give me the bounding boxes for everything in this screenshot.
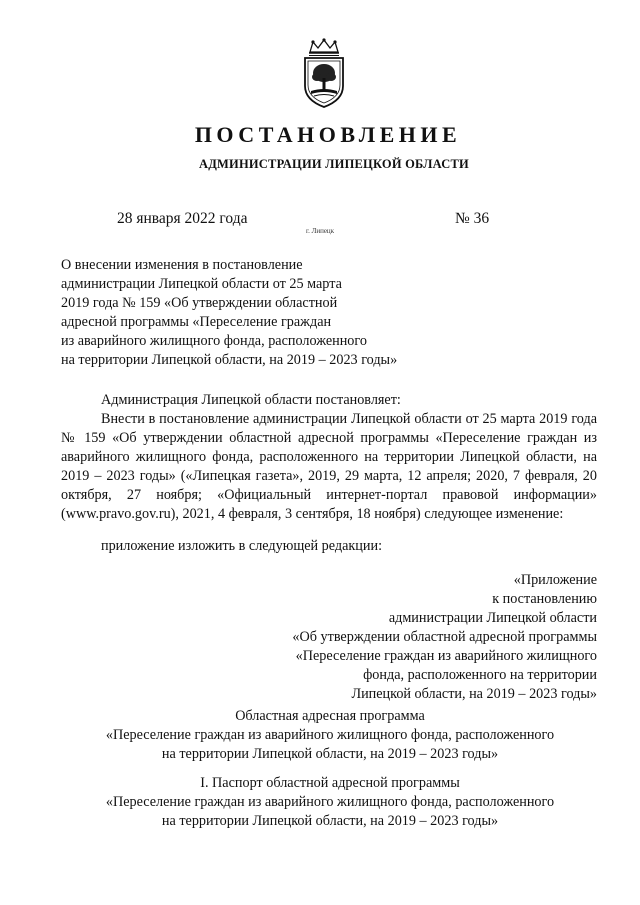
body-paragraph-decree: Администрация Липецкой области постановляет: xyxy=(101,392,401,408)
annex-reference xyxy=(200,571,597,704)
coat-of-arms-emblem xyxy=(298,38,350,110)
annex-line: «Об утверждении областной адресной программы xyxy=(292,629,597,645)
passport-title xyxy=(40,774,620,831)
program-title-line: Областная адресная программа xyxy=(235,708,425,724)
subject-line: адресной программы «Переселение граждан xyxy=(61,314,332,330)
document-place: г. Липецк xyxy=(306,227,335,235)
body-paragraph-annex-intro: приложение изложить в следующей редакции: xyxy=(101,538,383,554)
document-subject xyxy=(61,256,441,370)
subject-line: из аварийного жилищного фонда, расположенного xyxy=(61,333,367,349)
passport-title-line: «Переселение граждан из аварийного жилищного фонда, расположенного xyxy=(105,794,555,810)
annex-line: «Приложение xyxy=(513,572,597,588)
annex-line: Липецкой области, на 2019 – 2023 годы» xyxy=(351,686,597,702)
passport-title-line: I. Паспорт областной адресной программы xyxy=(200,775,460,791)
passport-title-line: на территории Липецкой области, на 2019 – 2023 годы» xyxy=(161,813,499,829)
document-title: ПОСТАНОВЛЕНИЕ xyxy=(194,122,462,147)
document-number: № 36 xyxy=(455,210,490,227)
program-title-line: на территории Липецкой области, на 2019 – 2023 годы» xyxy=(161,746,499,762)
annex-line: «Переселение граждан из аварийного жилищного xyxy=(295,648,597,664)
subject-line: на территории Липецкой области, на 2019 – 2023 годы» xyxy=(61,352,398,368)
document-date: 28 января 2022 года xyxy=(117,210,248,227)
program-title xyxy=(40,707,620,764)
issuing-authority: АДМИНИСТРАЦИИ ЛИПЕЦКОЙ ОБЛАСТИ xyxy=(199,157,469,171)
coat-of-arms-icon xyxy=(298,38,350,110)
annex-line: к постановлению xyxy=(492,591,597,607)
subject-line: администрации Липецкой области от 25 марта xyxy=(61,276,342,292)
annex-line: фонда, расположенного на территории xyxy=(363,667,597,683)
subject-line: О внесении изменения в постановление xyxy=(61,257,303,273)
program-title-line: «Переселение граждан из аварийного жилищного фонда, расположенного xyxy=(105,727,555,743)
body-paragraph-amendment: Внести в постановление администрации Липецкой области от 25 марта 2019 года № 159 «Об утверждении областной адресной программы «Переселение граждан из аварийного жилищного фонда, расположенного на территории Липецкой области, на 2019 – 2023 годы» («Липецкая газета», 2019, 29 марта, 12 апреля; 2020, 7 февраля, 20 октября, 27 ноября; «Официальный интернет-портал правовой информации» (www.pravo.gov.ru), 2021, 4 февраля, 3 сентября, 18 ноября) следующее изменение: xyxy=(61,411,597,522)
annex-line: администрации Липецкой области xyxy=(388,610,597,626)
subject-line: 2019 года № 159 «Об утверждении областной xyxy=(61,295,338,311)
